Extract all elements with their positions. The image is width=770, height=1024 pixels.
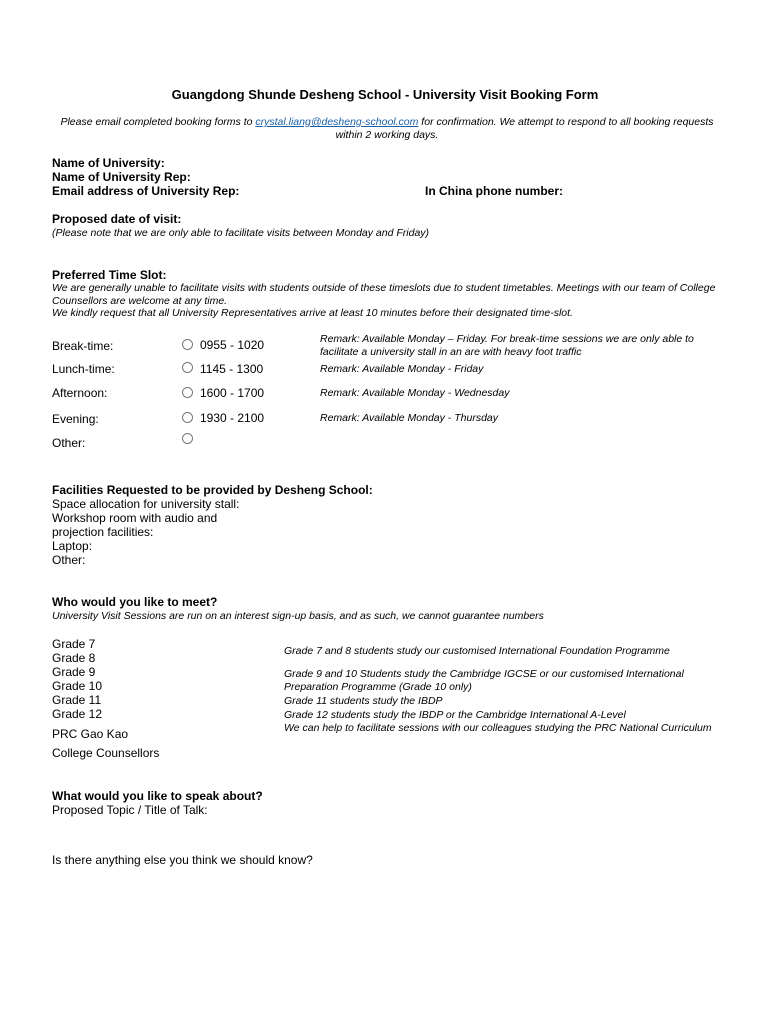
college-counsellors-label: College Counsellors (52, 746, 160, 760)
visit-date-note: (Please note that we are only able to facilitate visits between Monday and Friday) (52, 227, 430, 239)
facility-projection: projection facilities: (52, 525, 154, 539)
facility-stall: Space allocation for university stall: (52, 497, 240, 511)
note-grade-11: Grade 11 students study the IBDP (284, 695, 443, 707)
time-slot-note: We are generally unable to facilitate visits with students outside of these timeslots due to student timetables. Meetings with our team of College Counsellors are welcome at any time. (52, 282, 716, 307)
slot-other-radio[interactable] (182, 433, 193, 444)
slot-evening-remark: Remark: Available Monday - Thursday (320, 412, 498, 424)
slot-break-time: 0955 - 1020 (200, 338, 265, 352)
slot-afternoon-time: 1600 - 1700 (200, 386, 265, 400)
time-slot-heading: Preferred Time Slot: (52, 268, 167, 282)
meet-heading: Who would you like to meet? (52, 595, 218, 609)
slot-break-remark: Remark: Available Monday – Friday. For break-time sessions we are only able to facilitate a university stall in an are with heavy foot traffic (320, 333, 694, 358)
slot-afternoon-remark: Remark: Available Monday - Wednesday (320, 387, 510, 399)
speak-heading: What would you like to speak about? (52, 789, 263, 803)
facility-workshop: Workshop room with audio and (52, 511, 218, 525)
email-link[interactable]: crystal.liang@desheng-school.com (255, 116, 419, 128)
slot-break-radio[interactable] (182, 339, 193, 350)
university-rep-label: Name of University Rep: (52, 170, 191, 184)
intro-text: Please email completed booking forms to crystal.liang@desheng-school.com for confirmation. We attempt to respond to all booking requests within 2 working days. (60, 116, 714, 141)
meet-note: University Visit Sessions are run on an interest sign-up basis, and as such, we cannot guarantee numbers (52, 610, 544, 622)
facility-other: Other: (52, 553, 86, 567)
grade-12: Grade 12 (52, 707, 103, 721)
facility-laptop: Laptop: (52, 539, 93, 553)
slot-break-label: Break-time: (52, 339, 114, 353)
note-grade-7-8: Grade 7 and 8 students study our customised International Foundation Programme (284, 645, 670, 657)
grade-8: Grade 8 (52, 651, 96, 665)
slot-lunch-label: Lunch-time: (52, 362, 115, 376)
anything-else-label: Is there anything else you think we should know? (52, 853, 313, 867)
grade-10: Grade 10 (52, 679, 103, 693)
topic-label: Proposed Topic / Title of Talk: (52, 803, 208, 817)
grade-9: Grade 9 (52, 665, 96, 679)
university-name-label: Name of University: (52, 156, 165, 170)
note-grade-12: Grade 12 students study the IBDP or the Cambridge International A-Level (284, 709, 626, 721)
form-title: Guangdong Shunde Desheng School - University Visit Booking Form (171, 87, 599, 102)
grade-11: Grade 11 (52, 693, 102, 707)
slot-afternoon-label: Afternoon: (52, 386, 108, 400)
note-prc: We can help to facilitate sessions with our colleagues studying the PRC National Curriculum (284, 722, 712, 734)
china-phone-label: In China phone number: (425, 184, 563, 198)
slot-evening-time: 1930 - 2100 (200, 411, 265, 425)
slot-lunch-time: 1145 - 1300 (200, 362, 264, 376)
slot-lunch-remark: Remark: Available Monday - Friday (320, 363, 484, 375)
slot-other-label: Other: (52, 436, 86, 450)
slot-evening-label: Evening: (52, 412, 99, 426)
slot-afternoon-radio[interactable] (182, 387, 193, 398)
note-grade-9-10: Grade 9 and 10 Students study the Cambridge IGCSE or our customised International Preparation Programme (Grade 10 only) (284, 668, 684, 693)
grade-7: Grade 7 (52, 637, 96, 651)
facilities-list (52, 497, 239, 567)
slot-lunch-radio[interactable] (182, 362, 193, 373)
rep-email-label: Email address of University Rep: (52, 184, 240, 198)
facilities-heading: Facilities Requested to be provided by Desheng School: (52, 483, 373, 497)
slot-evening-radio[interactable] (182, 412, 193, 423)
visit-date-label: Proposed date of visit: (52, 212, 182, 226)
time-slot-arrival-note: We kindly request that all University Representatives arrive at least 10 minutes before their designated time-slot. (52, 307, 573, 319)
grade-list (52, 637, 102, 721)
gao-kao-label: PRC Gao Kao (52, 727, 129, 741)
